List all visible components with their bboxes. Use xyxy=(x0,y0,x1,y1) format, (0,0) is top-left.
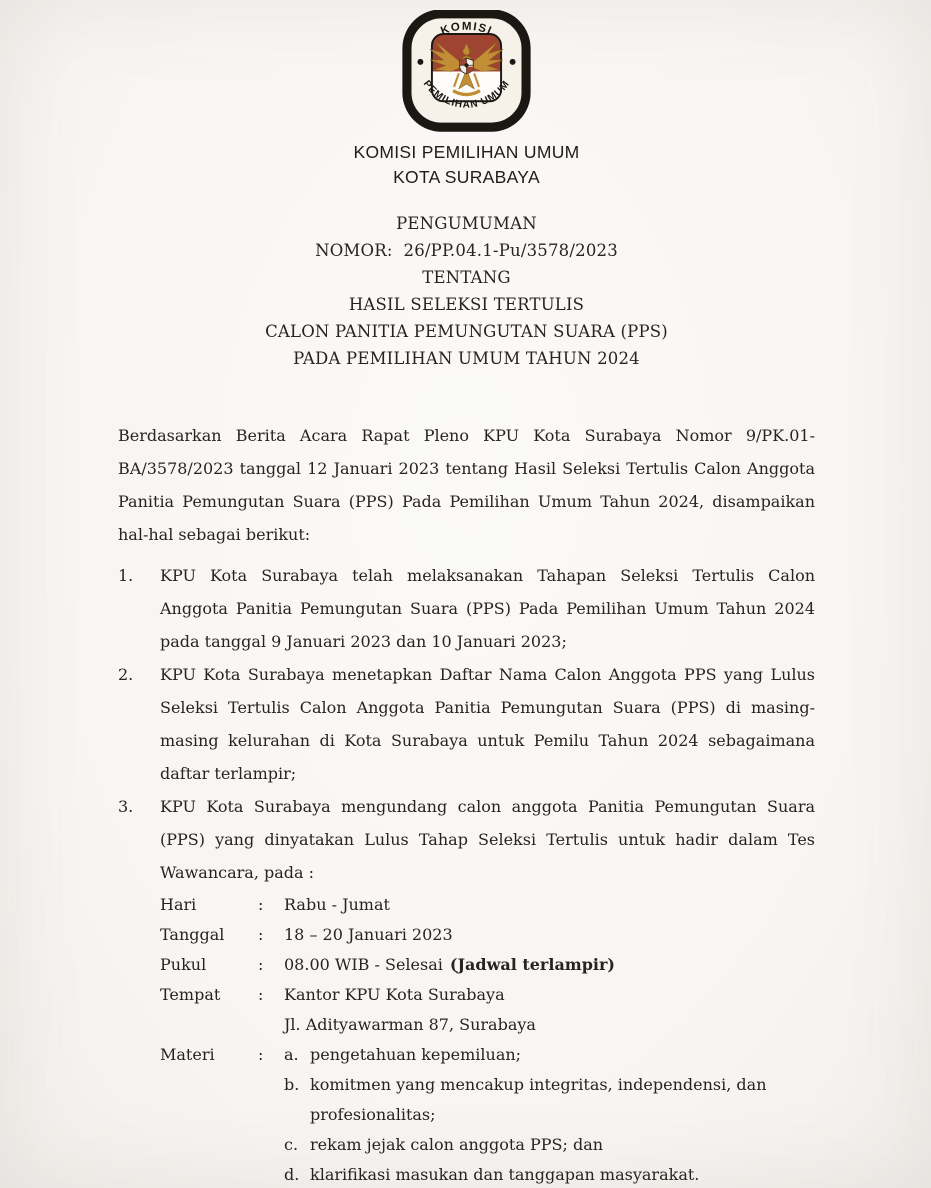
schedule-label: Hari xyxy=(160,895,197,914)
item-number: 3. xyxy=(118,797,134,816)
item-text: KPU Kota Surabaya telah melaksanakan Tahapan Seleksi Tertulis Calon Anggota Panitia Pemungutan Suara (PPS) Pada Pemilihan Umum Tahun 2024 pada tanggal 9 Januari 2023 dan 10 Januari 2023; xyxy=(160,566,815,651)
org-name: KOMISI PEMILIHAN UMUM xyxy=(353,142,580,162)
schedule-value-line2: Jl. Adityawarman 87, Surabaya xyxy=(284,1015,536,1034)
materi-letter: b. xyxy=(284,1075,300,1094)
list-item-1 xyxy=(118,559,815,658)
materi-item-b xyxy=(284,1070,815,1130)
materi-text: komitmen yang mencakup integritas, independensi, dan profesionalitas; xyxy=(310,1075,767,1124)
materi-item-c xyxy=(284,1130,815,1160)
schedule-block xyxy=(160,890,815,1188)
schedule-value: Kantor KPU Kota Surabaya Jl. Adityawarman 87, Surabaya xyxy=(284,980,815,1040)
logo-dot-right xyxy=(510,59,516,65)
schedule-colon: : xyxy=(258,955,264,974)
materi-letter: a. xyxy=(284,1045,299,1064)
logo-bottom-text: PEMILIHAN UMUM xyxy=(420,78,513,111)
schedule-label: Materi xyxy=(160,1045,215,1064)
schedule-value: 18 – 20 Januari 2023 xyxy=(284,925,453,944)
schedule-row-tempat xyxy=(160,980,815,1040)
doc-tentang: TENTANG xyxy=(422,268,511,287)
schedule-value: 08.00 WIB - Selesai (Jadwal terlampir) xyxy=(284,955,615,974)
schedule-value-bold: (Jadwal terlampir) xyxy=(449,955,615,974)
materi-text: rekam jejak calon anggota PPS; dan xyxy=(310,1135,604,1154)
org-city: KOTA SURABAYA xyxy=(393,167,540,187)
item-text: KPU Kota Surabaya menetapkan Daftar Nama Calon Anggota PPS yang Lulus Seleksi Tertulis Calon Anggota Panitia Pemungutan Suara (PPS) di masing-masing kelurahan di Kota Surabaya untuk Pemilu Tahun 2024 sebagaimana daftar terlampir; xyxy=(160,665,815,783)
schedule-label: Tempat xyxy=(160,985,221,1004)
doc-type: PENGUMUMAN xyxy=(396,214,537,233)
materi-list xyxy=(284,1040,815,1188)
intro-paragraph: Berdasarkan Berita Acara Rapat Pleno KPU Kota Surabaya Nomor 9/PK.01-BA/3578/2023 tanggal 12 Januari 2023 tentang Hasil Seleksi Tertulis Calon Anggota Panitia Pemungutan Suara (PPS) Pada Pemilihan Umum Tahun 2024, disampaikan hal-hal sebagai berikut: xyxy=(118,426,815,544)
doc-subject-line2: CALON PANITIA PEMUNGUTAN SUARA (PPS) xyxy=(265,322,668,341)
doc-subject-line1: HASIL SELEKSI TERTULIS xyxy=(348,295,585,314)
logo-top-text: KOMISI xyxy=(439,20,495,38)
schedule-colon: : xyxy=(258,925,264,944)
doc-number: NOMOR: 26/PP.04.1-Pu/3578/2023 xyxy=(315,241,618,260)
materi-item-d xyxy=(284,1160,815,1188)
schedule-value: Rabu - Jumat xyxy=(284,895,390,914)
list-item-2 xyxy=(118,658,815,790)
schedule-row-materi xyxy=(160,1040,815,1188)
materi-letter: d. xyxy=(284,1165,300,1184)
doc-subject-line3: PADA PEMILIHAN UMUM TAHUN 2024 xyxy=(293,349,640,368)
item-number: 2. xyxy=(118,665,134,684)
materi-item-a xyxy=(284,1040,815,1070)
schedule-row-hari xyxy=(160,890,815,920)
title-block xyxy=(118,210,815,372)
schedule-row-tanggal xyxy=(160,920,815,950)
item-text: KPU Kota Surabaya mengundang calon anggota Panitia Pemungutan Suara (PPS) yang dinyatakan Lulus Tahap Seleksi Tertulis untuk hadir dalam Tes Wawancara, pada : xyxy=(160,797,815,882)
item-number: 1. xyxy=(118,566,134,585)
schedule-label: Pukul xyxy=(160,955,207,974)
schedule-label: Tanggal xyxy=(160,925,225,944)
materi-text: klarifikasi masukan dan tanggapan masyarakat. xyxy=(310,1165,700,1184)
schedule-colon: : xyxy=(258,985,264,1004)
list-item-3 xyxy=(118,790,815,1188)
org-block xyxy=(118,140,815,190)
materi-text: pengetahuan kepemiluan; xyxy=(310,1045,522,1064)
schedule-colon: : xyxy=(258,1045,264,1064)
kpu-logo xyxy=(401,10,532,132)
logo-dot-left xyxy=(417,59,423,65)
schedule-colon: : xyxy=(258,895,264,914)
letterhead xyxy=(118,10,815,136)
materi-letter: c. xyxy=(284,1135,299,1154)
numbered-list xyxy=(118,559,815,1188)
schedule-row-pukul xyxy=(160,950,815,980)
